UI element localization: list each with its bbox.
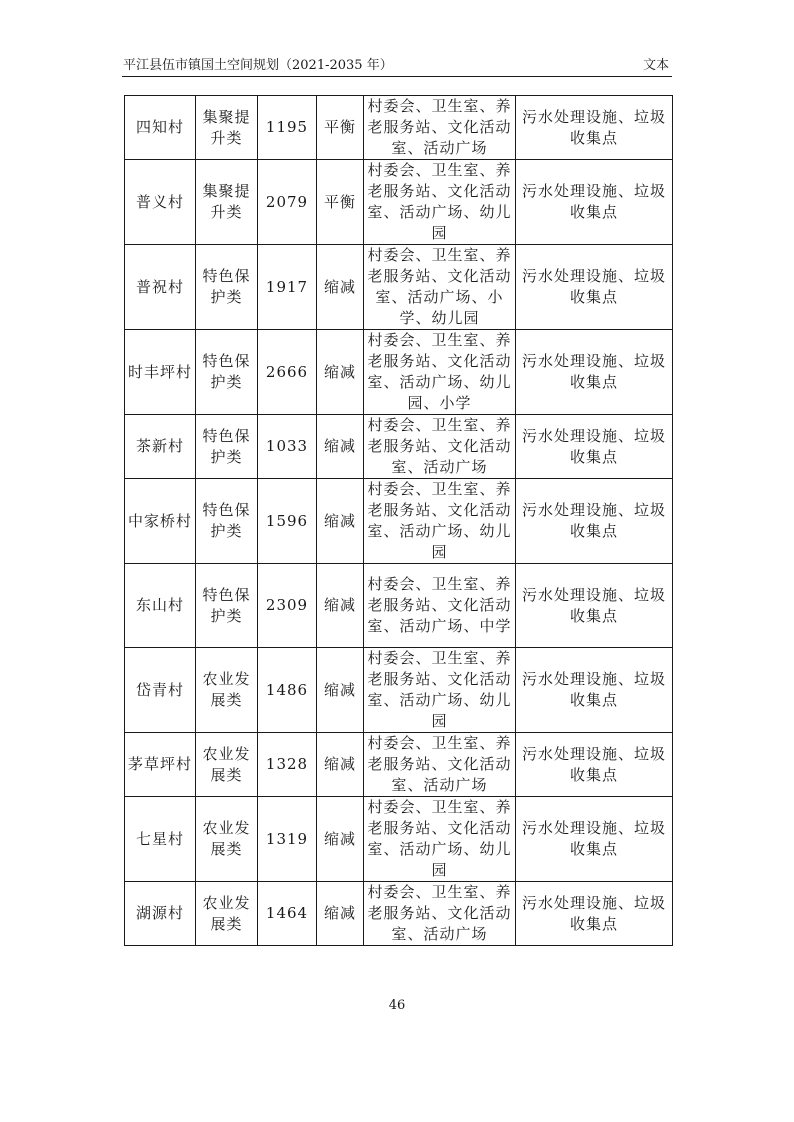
population-cell: 2309	[258, 564, 317, 648]
facilities-cell: 村委会、卫生室、养老服务站、文化活动室、活动广场	[364, 882, 516, 946]
village-name-cell: 普义村	[125, 160, 196, 245]
environment-cell: 污水处理设施、垃圾收集点	[516, 96, 673, 160]
table-row	[125, 564, 673, 648]
facilities-cell: 村委会、卫生室、养老服务站、文化活动室、活动广场、幼儿园	[364, 160, 516, 245]
trend-cell: 缩减	[317, 479, 364, 564]
village-name-cell: 时丰坪村	[125, 330, 196, 415]
page-number: 46	[388, 998, 406, 1013]
trend-cell: 缩减	[317, 415, 364, 479]
facilities-cell: 村委会、卫生室、养老服务站、文化活动室、活动广场	[364, 733, 516, 797]
table-row	[125, 330, 673, 415]
trend-cell: 缩减	[317, 797, 364, 882]
village-name-cell: 岱青村	[125, 648, 196, 733]
facilities-cell: 村委会、卫生室、养老服务站、文化活动室、活动广场、中学	[364, 564, 516, 648]
table-row	[125, 733, 673, 797]
population-cell: 1033	[258, 415, 317, 479]
trend-cell: 缩减	[317, 245, 364, 330]
village-planning-table	[124, 95, 673, 946]
village-name-cell: 湖源村	[125, 882, 196, 946]
environment-cell: 污水处理设施、垃圾收集点	[516, 415, 673, 479]
village-name-cell: 七星村	[125, 797, 196, 882]
population-cell: 1464	[258, 882, 317, 946]
village-name-cell: 东山村	[125, 564, 196, 648]
table-row	[125, 648, 673, 733]
village-name-cell: 中家桥村	[125, 479, 196, 564]
table-row	[125, 415, 673, 479]
population-cell: 1328	[258, 733, 317, 797]
village-type-cell: 农业发展类	[196, 797, 258, 882]
environment-cell: 污水处理设施、垃圾收集点	[516, 330, 673, 415]
environment-cell: 污水处理设施、垃圾收集点	[516, 160, 673, 245]
environment-cell: 污水处理设施、垃圾收集点	[516, 648, 673, 733]
village-type-cell: 特色保护类	[196, 330, 258, 415]
header-divider	[122, 76, 672, 77]
table-row	[125, 479, 673, 564]
village-type-cell: 特色保护类	[196, 479, 258, 564]
population-cell: 2079	[258, 160, 317, 245]
trend-cell: 缩减	[317, 882, 364, 946]
table-row	[125, 882, 673, 946]
village-type-cell: 集聚提升类	[196, 96, 258, 160]
facilities-cell: 村委会、卫生室、养老服务站、文化活动室、活动广场、幼儿园	[364, 479, 516, 564]
facilities-cell: 村委会、卫生室、养老服务站、文化活动室、活动广场、幼儿园	[364, 797, 516, 882]
facilities-cell: 村委会、卫生室、养老服务站、文化活动室、活动广场、小学、幼儿园	[364, 245, 516, 330]
population-cell: 1917	[258, 245, 317, 330]
facilities-cell: 村委会、卫生室、养老服务站、文化活动室、活动广场、幼儿园、小学	[364, 330, 516, 415]
trend-cell: 缩减	[317, 564, 364, 648]
facilities-cell: 村委会、卫生室、养老服务站、文化活动室、活动广场、幼儿园	[364, 648, 516, 733]
village-name-cell: 四知村	[125, 96, 196, 160]
table-row	[125, 96, 673, 160]
section-label: 文本	[642, 58, 669, 73]
population-cell: 1195	[258, 96, 317, 160]
population-cell: 1486	[258, 648, 317, 733]
village-type-cell: 集聚提升类	[196, 160, 258, 245]
environment-cell: 污水处理设施、垃圾收集点	[516, 733, 673, 797]
trend-cell: 平衡	[317, 160, 364, 245]
population-cell: 1596	[258, 479, 317, 564]
village-type-cell: 农业发展类	[196, 733, 258, 797]
environment-cell: 污水处理设施、垃圾收集点	[516, 564, 673, 648]
village-type-cell: 农业发展类	[196, 882, 258, 946]
environment-cell: 污水处理设施、垃圾收集点	[516, 797, 673, 882]
village-name-cell: 茅草坪村	[125, 733, 196, 797]
facilities-cell: 村委会、卫生室、养老服务站、文化活动室、活动广场	[364, 96, 516, 160]
population-cell: 1319	[258, 797, 317, 882]
environment-cell: 污水处理设施、垃圾收集点	[516, 245, 673, 330]
village-name-cell: 茶新村	[125, 415, 196, 479]
environment-cell: 污水处理设施、垃圾收集点	[516, 479, 673, 564]
facilities-cell: 村委会、卫生室、养老服务站、文化活动室、活动广场	[364, 415, 516, 479]
environment-cell: 污水处理设施、垃圾收集点	[516, 882, 673, 946]
village-name-cell: 普祝村	[125, 245, 196, 330]
village-type-cell: 农业发展类	[196, 648, 258, 733]
trend-cell: 缩减	[317, 733, 364, 797]
table-row	[125, 797, 673, 882]
village-type-cell: 特色保护类	[196, 415, 258, 479]
document-title: 平江县伍市镇国土空间规划（2021-2035 年）	[123, 58, 393, 73]
population-cell: 2666	[258, 330, 317, 415]
table-row	[125, 160, 673, 245]
village-type-cell: 特色保护类	[196, 245, 258, 330]
village-type-cell: 特色保护类	[196, 564, 258, 648]
trend-cell: 平衡	[317, 96, 364, 160]
table-row	[125, 245, 673, 330]
trend-cell: 缩减	[317, 330, 364, 415]
trend-cell: 缩减	[317, 648, 364, 733]
